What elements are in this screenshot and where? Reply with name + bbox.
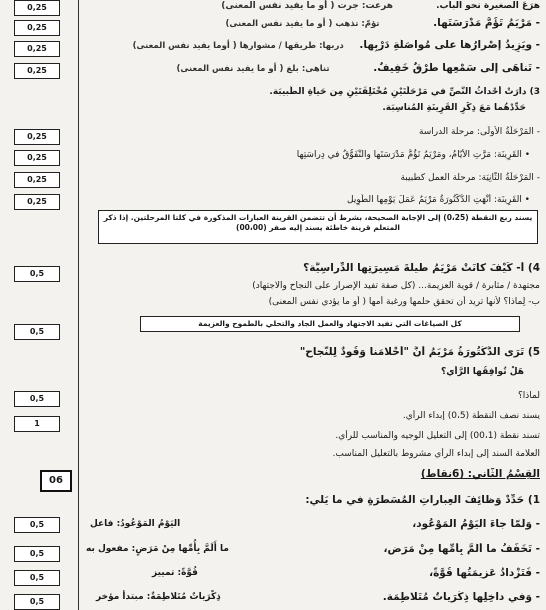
answer-content bbox=[82, 0, 540, 610]
q2-row bbox=[82, 0, 540, 12]
grade-box: 0,25 bbox=[14, 0, 60, 16]
q3-phase2: - المَرْحَلَةُ الثّانِيَة: مرحلة العمل كطبيبة bbox=[400, 173, 540, 183]
part2-answer: ذِكْرَياتٌ مُتَلاطِمَةٌ: مبتدأ مؤخر bbox=[96, 592, 221, 602]
q2-sentence: - مَرْيَمُ تَؤُمُّ مَدْرَسَتَها. bbox=[433, 17, 540, 29]
q2-answer: هرعت: جرت ( أو ما يفيد نفس المعنى) bbox=[221, 1, 393, 11]
q2-answer: تناهى: بلغ ( أو ما يفيد نفس المعنى) bbox=[176, 64, 330, 74]
part2-sentence: - فَتَزْدادُ عَزِيمَتُها قُوَّةً، bbox=[429, 567, 540, 579]
grade-box: 0,5 bbox=[14, 391, 60, 407]
grade-box: 0,25 bbox=[14, 129, 60, 145]
q2-row bbox=[82, 17, 540, 30]
grade-box: 0,25 bbox=[14, 194, 60, 210]
grade-box: 0,5 bbox=[14, 570, 60, 586]
grade-box: 0,5 bbox=[14, 266, 60, 282]
q4-answer-a: مجتهدة / مثابرة / قوية العزيمة... (كل صفة تفيد الإصرار على النجاح والاجتهاد) bbox=[252, 281, 540, 291]
part2-sentence: - وَفي داخِلِها ذِكْرَياتٌ مُتَلاطِمَة. bbox=[382, 591, 540, 603]
q5-answer-line: العلامة السند إلى إبداء الرأي مشروط بالتعليل المناسب. bbox=[332, 449, 540, 459]
part2-answer: ما أَلَمَّ بِأُمِّها مِنْ مَرَضٍ: مفعول به bbox=[86, 544, 229, 554]
q2-sentence: هرَعَ الصغيرة نحو الباب. bbox=[436, 1, 540, 11]
grade-box: 0,5 bbox=[14, 594, 60, 610]
q2-row bbox=[82, 62, 540, 75]
grade-box: 0,25 bbox=[14, 41, 60, 57]
grade-box: 0,5 bbox=[14, 324, 60, 340]
q5-answer-line: تسند نقطة (00،1) إلى التعليل الوجيه والمناسب للرأي. bbox=[335, 431, 540, 441]
q3-subtitle: حَدِّدْهُما مَعَ ذِكْرِ القَرِينَةِ المُناسِبَة. bbox=[382, 103, 526, 113]
q2-row bbox=[82, 39, 540, 52]
grade-box: 0,5 bbox=[14, 517, 60, 533]
part2-answer: اليَوْمُ المَوْعُودُ: فاعل bbox=[90, 519, 181, 529]
grade-box: 0,5 bbox=[14, 546, 60, 562]
q5-subtitle: هَلْ تُوافِقُها الرَّأْي؟ bbox=[441, 367, 524, 377]
section-total-box: 06 bbox=[40, 470, 72, 492]
q2-answer: تؤمّ: تذهب ( أو ما يفيد نفس المعنى) bbox=[225, 19, 380, 29]
grade-box: 0,25 bbox=[14, 63, 60, 79]
q5-title: 5) تَرَى الدُّكْتُورَةُ مَرْيَمُ أنَّ "أحْلامَنا وَقُودٌ لِلنَّجاح" bbox=[299, 346, 540, 358]
grade-box: 0,25 bbox=[14, 150, 60, 166]
q2-answer: دربها: طريقها / مشوارها ( أوما يفيد نفس المعنى) bbox=[132, 41, 344, 51]
part2-sentence: - تَخَفِّفُ ما أَلَمَّ بِأُمِّها مِنْ مَرَضٍ، bbox=[383, 543, 540, 555]
q5-answer-line: لماذا؟ bbox=[518, 391, 540, 401]
q3-grading-note: يسند ربع النقطة (0،25) إلى الإجابة الصحيحة، بشرط أن تتضمن القرينة العبارات المذكورة في كلتا المرحلتين. إذا ذكر المتعلم قرينة خاطئة يسند إليه صفر (00،00) bbox=[98, 210, 538, 244]
grade-box: 0,25 bbox=[14, 20, 60, 36]
part2-answer: قُوَّةً: تمييز bbox=[152, 568, 198, 578]
q4-question-a: 4) أ- كَيْفَ كانَتْ مَرْيَمُ طيلَةَ مَسِيرَتِها الدِّراسِيَّة؟ bbox=[303, 262, 540, 274]
q2-sentence: - ويَزِيدُ إصْرارُها على مُواصَلَةِ دَرْبِها. bbox=[359, 39, 540, 51]
q4-grading-note: كل الصياغات التي تفيد الاجتهاد والعمل الجاد والتحلي بالطموح والعزيمة bbox=[140, 316, 520, 332]
grade-box: 0,25 bbox=[14, 172, 60, 188]
q3-phase1-clue: • القَرِينَة: مَرَّتِ الأيّامُ، ومَرْيَمُ تَؤُمُّ مَدْرَسَتَها والتَّفَوُّقُ في دِراسَتِها bbox=[296, 150, 530, 160]
q3-title: 3) دارَتْ أحْداثُ النَّصِّ في مَرْحَلَتَيْنِ مُخْتَلِفَتَيْنِ مِن حَياةِ الطَّبيبَة. bbox=[269, 87, 540, 97]
q5-answer-line: يسند نصف النقطة (0،5) إبداء الرأي. bbox=[402, 411, 540, 421]
q3-phase1: - المَرْحَلَةُ الأُولَى: مرحلة الدراسة bbox=[418, 127, 540, 137]
part2-q1: 1) حَدِّدْ وَظائِفَ العِباراتِ المُسَطَّرَةِ في ما يَلي: bbox=[305, 494, 540, 506]
q3-phase2-clue: • القَرِينَة: أَنْهَتِ الدُّكْتُورَةُ مَرْيَمُ عَمَلَ يَوْمِها الطَّوِيل bbox=[347, 195, 530, 205]
part2-item bbox=[82, 567, 540, 579]
part2-title bbox=[82, 468, 540, 480]
grade-column bbox=[0, 0, 79, 610]
part2-title-text: القِسْمُ الثّاني: (6نقاط) bbox=[420, 468, 540, 480]
grade-box: 1 bbox=[14, 416, 60, 432]
q4-question-b: ب- لِماذا؟ لأنها تريد أن تحقق حلمها ورغبة أمها ( أو ما يؤدي نفس المعنى) bbox=[268, 297, 540, 307]
q2-sentence: - تَناهَى إلى سَمْعِها طَرْقٌ خَفِيفٌ. bbox=[373, 62, 540, 74]
part2-sentence: - وَلَمّا جاءَ اليَوْمُ المَوْعُود، bbox=[412, 518, 540, 530]
